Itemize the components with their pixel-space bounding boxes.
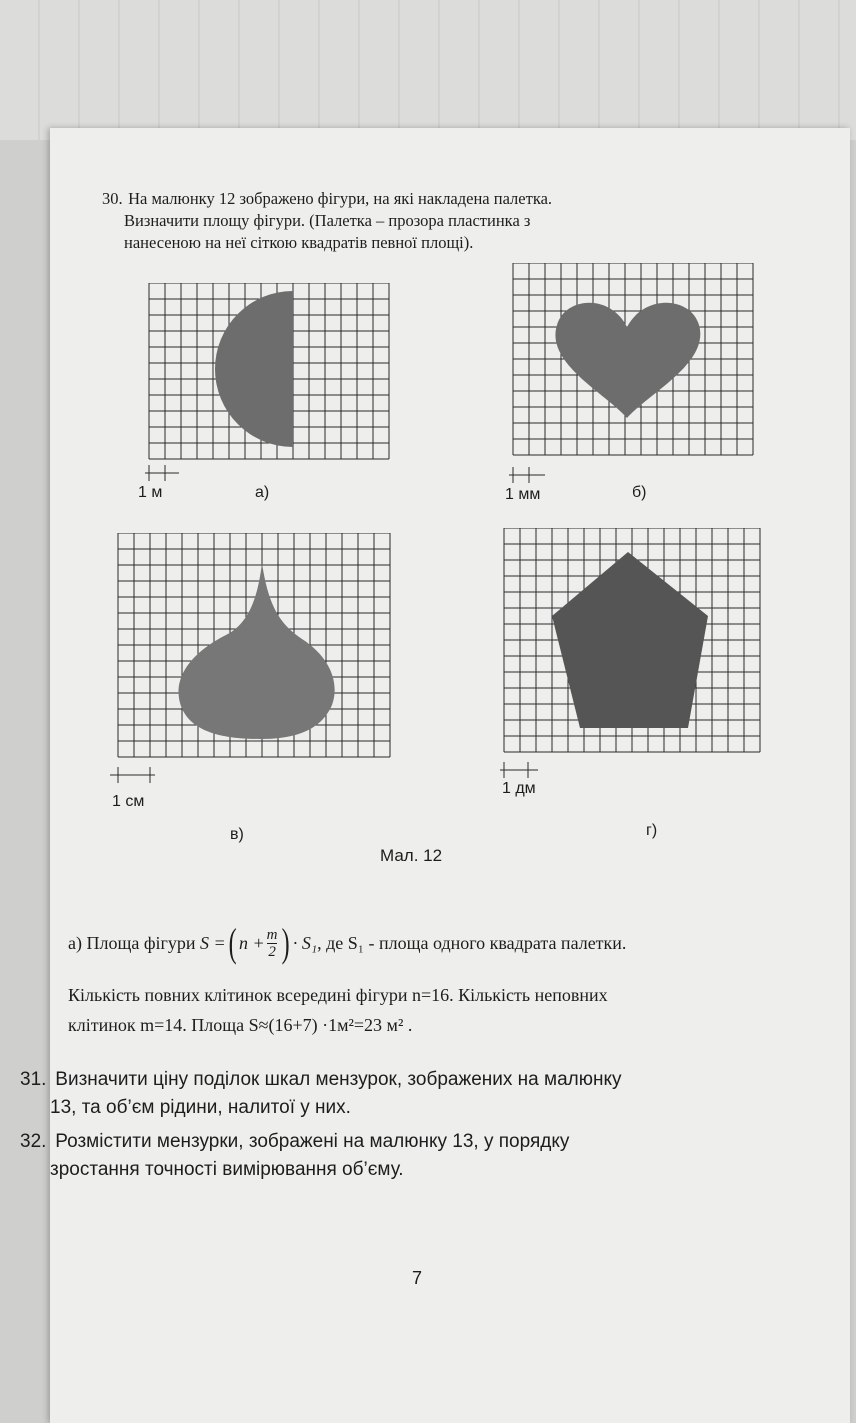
figure-g-pentagon	[552, 552, 708, 728]
formula-denominator: 2	[268, 943, 276, 960]
formula-n: n +	[238, 933, 265, 953]
figure-a-unit: 1 м	[138, 484, 163, 501]
figure-v-unit: 1 см	[112, 793, 145, 810]
figure-g-grid	[490, 528, 780, 778]
figure-b-unit: 1 мм	[505, 486, 541, 503]
textbook-page	[20, 128, 850, 1423]
background-sheet	[0, 0, 856, 140]
figure-b-label: б)	[632, 484, 647, 501]
figure-caption: Мал. 12	[380, 846, 443, 865]
task-30-line3: нанесеною на неї сіткою квадратів певної площі).	[124, 233, 474, 252]
task-30	[102, 188, 792, 254]
formula-numerator: m	[266, 926, 278, 943]
solution-line-b	[68, 980, 838, 1040]
task-31-line2: 13, та об’єм рідини, налитої у них.	[50, 1097, 351, 1118]
solution-line-b2: клітинок m=14. Площа S≈(16+7) ·1м²=23 м² .	[68, 1015, 413, 1035]
task-30-line2: Визначити площу фігури. (Палетка – прозора пластинка з	[124, 211, 531, 230]
solution-suffix: , де S₁ - площа одного квадрата палетки.	[317, 933, 627, 953]
formula-lhs: S =	[200, 933, 226, 953]
figure-a-label: а)	[255, 484, 270, 501]
formula-fraction	[267, 927, 278, 960]
solution-line-a: а) Площа фігури S = ( n + $\frac{m}{2}$ ) · S₁ , де S₁ - площа одного квадрата палетки.	[68, 920, 627, 965]
task-30-line1: На малюнку 12 зображено фігури, на які накладена палетка.	[128, 189, 553, 208]
task-32-line2: зростання точності вимірювання об’єму.	[50, 1159, 404, 1180]
figure-v-label: в)	[230, 826, 244, 843]
solution-line-b1: Кількість повних клітинок всередині фігури n=16. Кількість неповних	[68, 985, 608, 1005]
task-32-number: 32.	[20, 1131, 47, 1152]
task-32-line1: Розмістити мензурки, зображені на малюнку 13, у порядку	[55, 1131, 570, 1152]
task-30-number: 30.	[102, 189, 123, 208]
figure-g-unit: 1 дм	[502, 780, 536, 797]
formula-s1: · S₁	[292, 933, 318, 953]
figure-v-grid	[110, 533, 410, 793]
figure-b-grid	[505, 263, 775, 488]
solution-prefix: а) Площа фігури	[68, 933, 196, 953]
task-32	[20, 1128, 840, 1184]
figure-v-drop	[179, 563, 335, 739]
figure-g-label: г)	[646, 822, 658, 839]
page-number: 7	[412, 1268, 423, 1288]
figure-a-half-circle	[215, 291, 293, 447]
figure-a-grid	[145, 283, 415, 483]
task-31-number: 31.	[20, 1069, 47, 1090]
task-31	[20, 1066, 840, 1122]
task-31-line1: Визначити ціну поділок шкал мензурок, зображених на малюнку	[55, 1069, 622, 1090]
